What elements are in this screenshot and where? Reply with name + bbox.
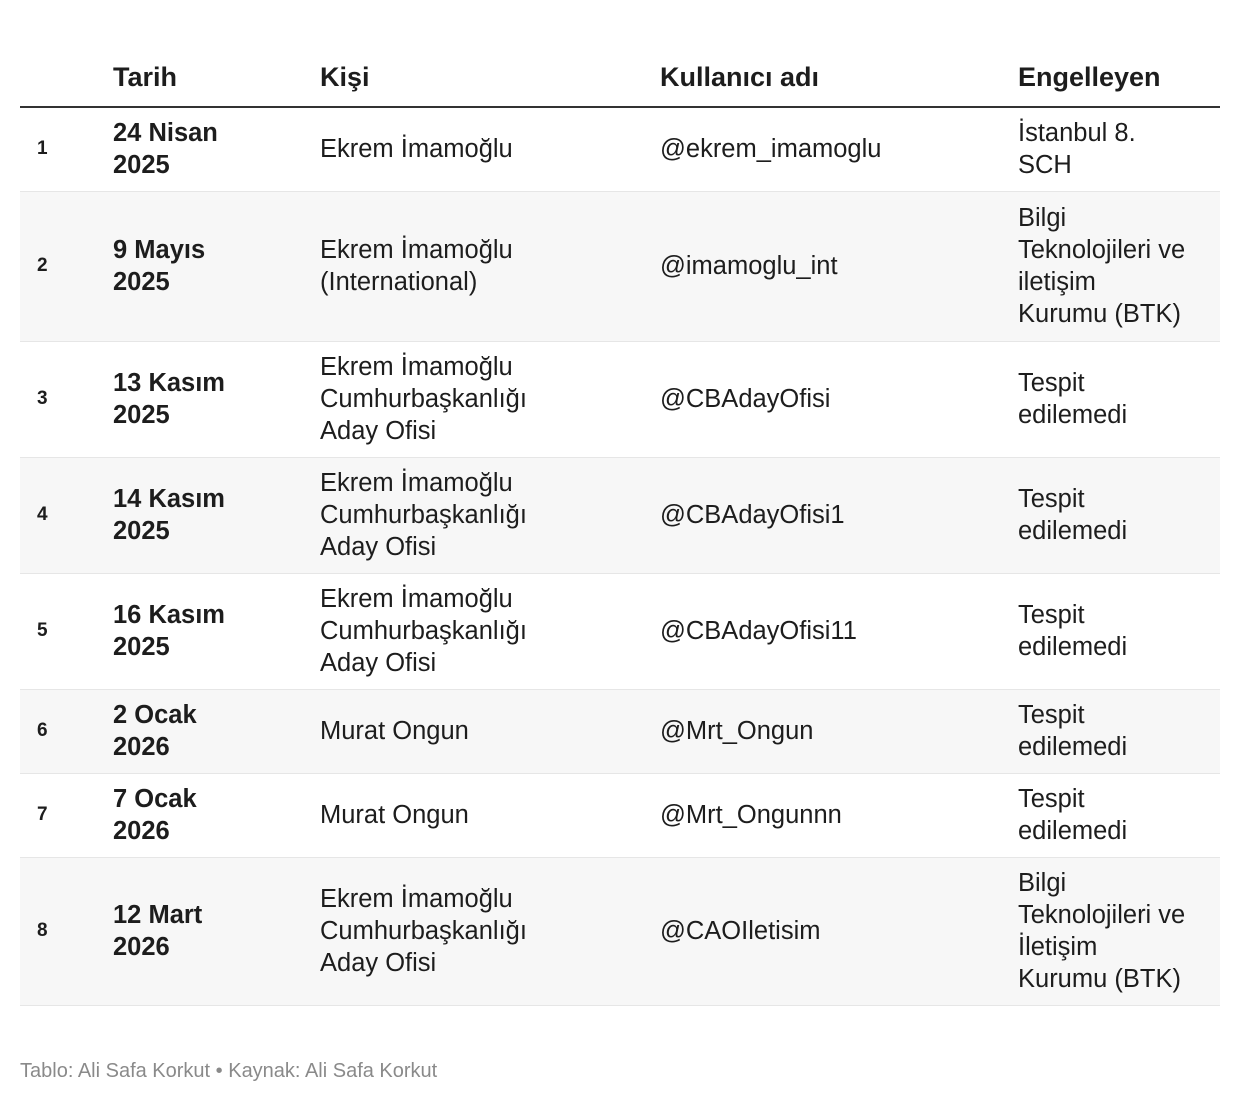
table-row	[20, 457, 1220, 573]
cell-person: Ekrem İmamoğlu	[320, 107, 660, 191]
cell-date: 16 Kasım 2025	[113, 573, 320, 689]
table-row	[20, 773, 1220, 857]
blocked-accounts-table	[20, 48, 1220, 1006]
table-row	[20, 191, 1220, 341]
header-username: Kullanıcı adı	[660, 48, 1018, 107]
cell-blocker: Tespit edilemedi	[1018, 341, 1220, 457]
cell-person: Ekrem İmamoğlu Cumhurbaşkanlığı Aday Ofisi	[320, 573, 660, 689]
cell-blocker: Tespit edilemedi	[1018, 773, 1220, 857]
cell-num: 6	[20, 689, 113, 773]
cell-blocker: İstanbul 8. SCH	[1018, 107, 1220, 191]
cell-blocker: Bilgi Teknolojileri ve iletişim Kurumu (BTK)	[1018, 191, 1220, 341]
cell-date: 14 Kasım 2025	[113, 457, 320, 573]
cell-date: 7 Ocak 2026	[113, 773, 320, 857]
cell-username: @Mrt_Ongun	[660, 689, 1018, 773]
cell-num: 5	[20, 573, 113, 689]
cell-num: 7	[20, 773, 113, 857]
cell-person: Murat Ongun	[320, 689, 660, 773]
cell-blocker: Tespit edilemedi	[1018, 457, 1220, 573]
cell-person: Ekrem İmamoğlu (International)	[320, 191, 660, 341]
cell-person: Ekrem İmamoğlu Cumhurbaşkanlığı Aday Ofisi	[320, 341, 660, 457]
header-num	[20, 48, 113, 107]
cell-username: @Mrt_Ongunnn	[660, 773, 1018, 857]
cell-num: 8	[20, 857, 113, 1005]
table-row	[20, 689, 1220, 773]
cell-person: Murat Ongun	[320, 773, 660, 857]
cell-username: @imamoglu_int	[660, 191, 1018, 341]
header-row	[20, 48, 1220, 107]
cell-blocker: Tespit edilemedi	[1018, 573, 1220, 689]
header-person: Kişi	[320, 48, 660, 107]
cell-date: 9 Mayıs 2025	[113, 191, 320, 341]
footer-credit: Tablo: Ali Safa Korkut • Kaynak: Ali Safa Korkut	[20, 1060, 438, 1082]
cell-num: 2	[20, 191, 113, 341]
cell-username: @CBAdayOfisi1	[660, 457, 1018, 573]
cell-username: @CBAdayOfisi	[660, 341, 1018, 457]
cell-date: 2 Ocak 2026	[113, 689, 320, 773]
header-blocker: Engelleyen	[1018, 48, 1220, 107]
table-row	[20, 857, 1220, 1005]
cell-person: Ekrem İmamoğlu Cumhurbaşkanlığı Aday Ofisi	[320, 457, 660, 573]
cell-person: Ekrem İmamoğlu Cumhurbaşkanlığı Aday Ofisi	[320, 857, 660, 1005]
table-row	[20, 107, 1220, 191]
cell-num: 3	[20, 341, 113, 457]
header-date: Tarih	[113, 48, 320, 107]
cell-username: @ekrem_imamoglu	[660, 107, 1018, 191]
cell-username: @CBAdayOfisi11	[660, 573, 1018, 689]
cell-num: 4	[20, 457, 113, 573]
cell-date: 24 Nisan 2025	[113, 107, 320, 191]
cell-username: @CAOIletisim	[660, 857, 1018, 1005]
table-row	[20, 341, 1220, 457]
cell-blocker: Tespit edilemedi	[1018, 689, 1220, 773]
cell-date: 12 Mart 2026	[113, 857, 320, 1005]
table-row	[20, 573, 1220, 689]
cell-num: 1	[20, 107, 113, 191]
cell-blocker: Bilgi Teknolojileri ve İletişim Kurumu (BTK)	[1018, 857, 1220, 1005]
cell-date: 13 Kasım 2025	[113, 341, 320, 457]
